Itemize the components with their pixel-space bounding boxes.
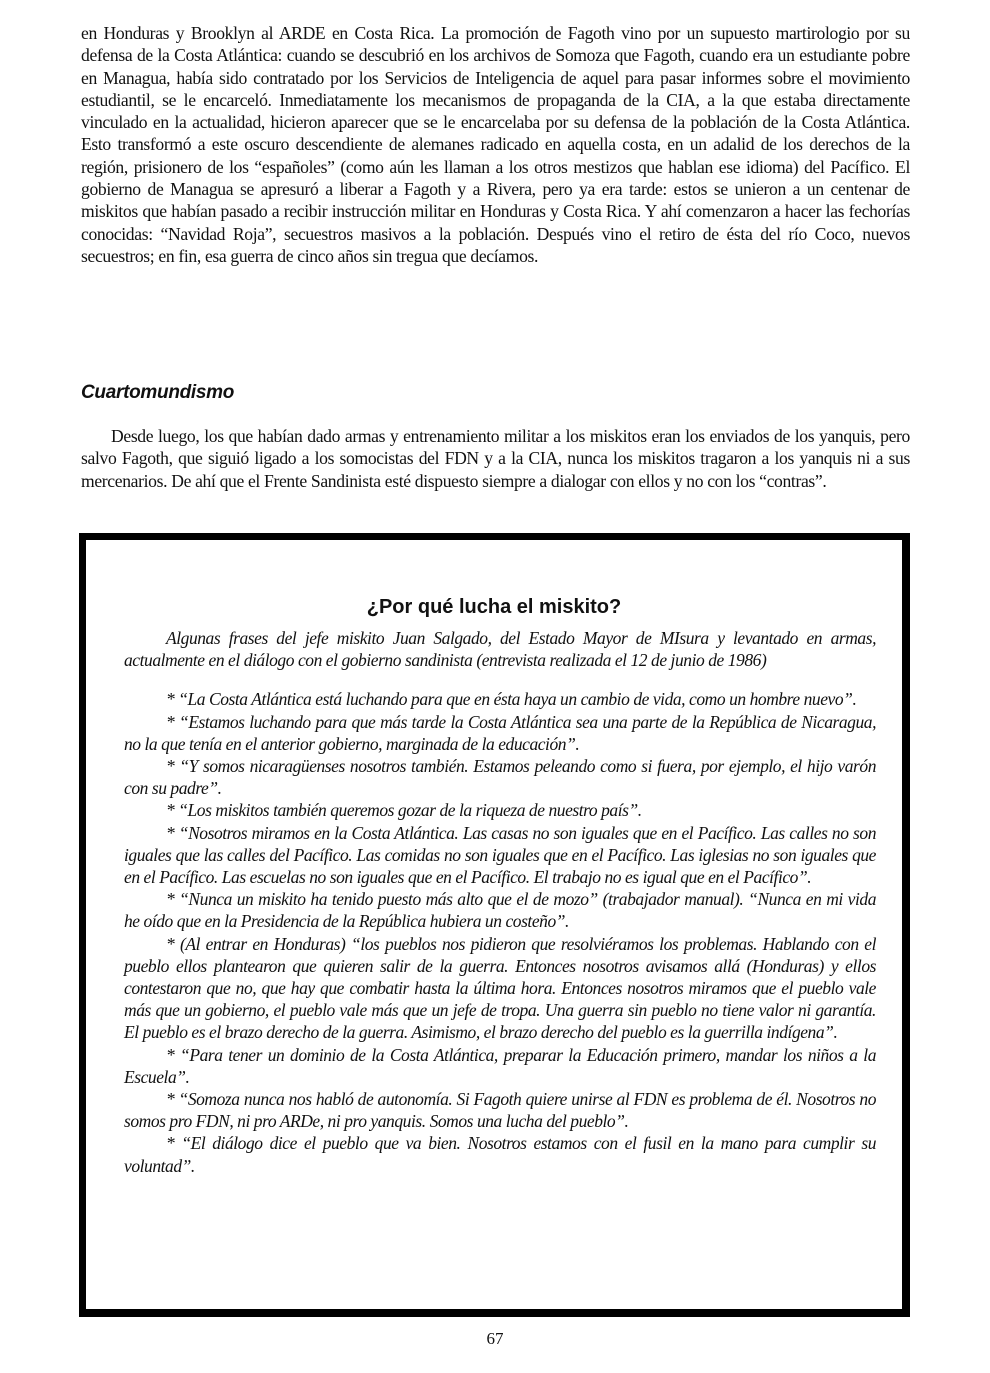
section-paragraph: Desde luego, los que habían dado armas y entrenamiento militar a los miskitos eran los enviados de los yanquis, pero salvo Fagoth, que siguió ligado a los somocistas del FDN y a la CIA, nunca los miskitos tragaron a los yanquis ni a sus mercenarios. De ahí que el Frente Sandinista esté dispuesto siempre a dialogar con ellos y no con los “contras”. (81, 426, 910, 491)
section-heading: Cuartomundismo (81, 382, 235, 403)
quote-item: * (Al entrar en Honduras) “los pueblos nos pidieron que resolviéramos los problemas. Hablando con el pueblo ellos plantearon que quieren salir de la guerra. Entonces nosotros avisamos allá (Honduras) y ellos contestaron que no, que hay que combatir hasta la última hora. Entonces nosotros miramos que el pueblo vale más que un gobierno, el pueblo vale más que un jefe de tropa. Una guerra sin pueblo no tiene valor ni garantía. El pueblo es el brazo derecho de la guerra. Asimismo, el brazo derecho del pueblo es la guerrilla indígena”. (124, 933, 876, 1043)
quote-item: * “Nunca un miskito ha tenido puesto más alto que el de mozo” (trabajador manual). “Nunca en mi vida he oído que en la Presidencia de la República hubiera un costeño”. (124, 889, 876, 932)
quote-item: * “Para tener un dominio de la Costa Atlántica, preparar la Educación primero, mandar los niños a la Escuela”. (124, 1044, 876, 1087)
quote-item: * “Y somos nicaragüenses nosotros también. Estamos peleando como si fuera, por ejemplo, el hijo varón con su padre”. (124, 756, 876, 799)
quote-item: * “Estamos luchando para que más tarde la Costa Atlántica sea una parte de la República de Nicaragua, no la que tenía en el anterior gobierno, marginada de la educación”. (124, 711, 876, 754)
intro-paragraph: en Honduras y Brooklyn al ARDE en Costa Rica. La promoción de Fagoth vino por un supuesto martirologio por su defensa de la Costa Atlántica: cuando se descubrió en los archivos de Somoza que Fagoth, cuando era un estudiante pobre en Managua, había sido contratado por los Servicios de Inteligencia de aquel para pasar informes sobre el movimiento estudiantil, se le encarceló. Inmediatamente los mecanismos de propaganda de la CIA, a la que estaba directamente vinculado en la actualidad, hicieron aparecer que se le encarcelaba por su defensa de la población de la Costa Atlántica. Esto transformó a este oscuro descendiente de alemanes radicado en aquella costa, en un adalid de los derechos de la región, prisionero de los “españoles” (como aún les llaman a los otros mestizos que hablan ese idioma) del Pacífico. El gobierno de Managua se apresuró a liberar a Fagoth y a Rivera, pero ya era tarde: estos se unieron a un centenar de miskitos que habían pasado a recibir instrucción militar en Honduras y Costa Rica. Y ahí comenzaron a hacer las fechorías conocidas: “Navidad Roja”, secuestros masivos a la población. Después vino el retiro de ésta del río Coco, nuevos secuestros; en fin, esa guerra de cinco años sin tregua que decíamos. (81, 23, 910, 266)
box-title: ¿Por qué lucha el miskito? (366, 596, 622, 618)
page-number: 67 (486, 1329, 504, 1348)
box-body (124, 627, 876, 1177)
quote-item: * “Nosotros miramos en la Costa Atlántica. Las casas no son iguales que en el Pacífico. Las calles no son iguales que las calles del Pacífico. Las comidas no son iguales que en el Pacífico. Las iglesias no son iguales que en el Pacífico. Las escuelas no son iguales que en el Pacífico. El trabajo no es igual que en el Pacífico”. (124, 822, 876, 888)
quote-item: * “Los miskitos también queremos gozar de la riqueza de nuestro país”. (166, 800, 642, 821)
quote-item: * “La Costa Atlántica está luchando para que en ésta haya un cambio de vida, como un hombre nuevo”. (166, 689, 857, 710)
box-intro: Algunas frases del jefe miskito Juan Salgado, del Estado Mayor de MIsura y levantado en armas, actualmente en el diálogo con el gobierno sandinista (entrevista realizada el 12 de junio de 1986) (124, 628, 876, 671)
quote-item: * “Somoza nunca nos habló de autonomía. Si Fagoth quiere unirse al FDN es problema de él. Nosotros no somos pro FDN, ni pro ARDe, ni pro yanquis. Somos una lucha del pueblo”. (124, 1089, 876, 1132)
quote-item: * “El diálogo dice el pueblo que va bien. Nosotros estamos con el fusil en la mano para cumplir su voluntad”. (124, 1133, 876, 1176)
sidebar-box (79, 533, 910, 1317)
